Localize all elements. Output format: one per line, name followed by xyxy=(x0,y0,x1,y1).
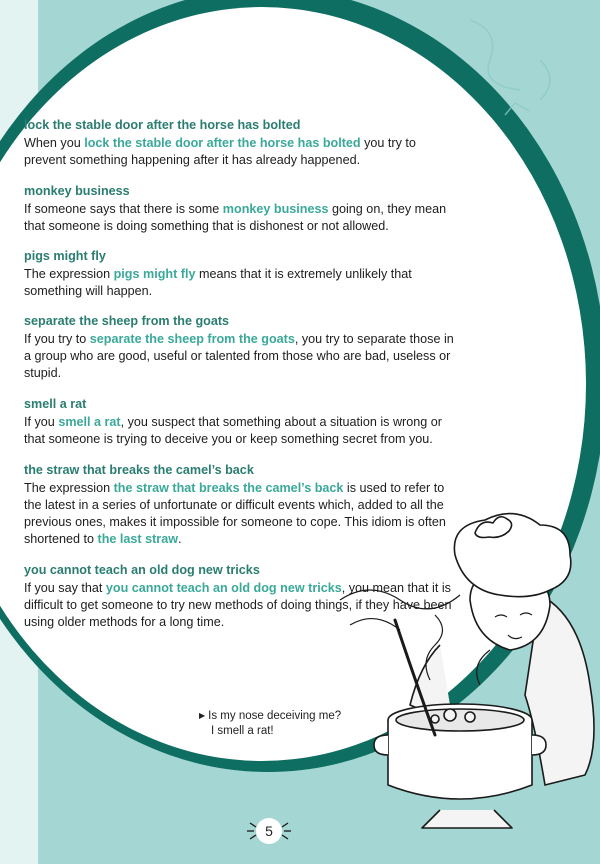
idiom-headword: separate the sheep from the goats xyxy=(24,314,230,328)
idiom-definition xyxy=(24,266,454,300)
idiom-headword: pigs might fly xyxy=(24,249,106,263)
idiom-entry xyxy=(24,313,454,382)
definition-text: When you xyxy=(24,136,85,150)
idiom-highlight: lock the stable door after the horse has bolted xyxy=(84,136,361,150)
idiom-highlight: monkey business xyxy=(222,202,329,216)
idiom-entry xyxy=(24,117,454,169)
definition-text: The expression xyxy=(24,481,114,495)
definition-text: , you mean that it is difficult to get someone to try new methods of doing things, if they have been using older methods for a long time. xyxy=(24,581,452,629)
definition-text: you try to prevent something happening after it has already happened. xyxy=(24,136,416,167)
idiom-highlight: separate the sheep from the goats xyxy=(89,332,295,346)
definition-text: If you xyxy=(24,415,59,429)
definition-text: , you suspect that something about a situation is wrong or that someone is trying to deceive you or keep something secret from you. xyxy=(24,415,442,446)
definition-text: If you try to xyxy=(24,332,90,346)
idiom-headword: you cannot teach an old dog new tricks xyxy=(24,563,260,577)
definition-text: going on, they mean that someone is doing something that is dishonest or not allowed. xyxy=(24,202,447,233)
definition-text: If someone says that there is some xyxy=(24,202,223,216)
idiom-headword: the straw that breaks the camel’s back xyxy=(24,463,254,477)
idiom-definition xyxy=(24,135,454,169)
idiom-entry xyxy=(24,183,454,235)
idiom-highlight: pigs might fly xyxy=(113,267,196,281)
idiom-highlight: the straw that breaks the camel’s back xyxy=(113,481,344,495)
idiom-headword: smell a rat xyxy=(24,397,87,411)
note-line-2: I smell a rat! xyxy=(211,725,274,737)
chef-illustration xyxy=(330,505,600,835)
definition-text: is used to refer to the latest in a series of unfortunate or difficult events which, added to all the previous ones, makes it impossible for someone to cope. This idiom is often shortened to xyxy=(24,481,446,546)
idiom-entry xyxy=(24,248,454,300)
idiom-headword: lock the stable door after the horse has bolted xyxy=(24,118,301,132)
definition-text: . xyxy=(178,532,182,546)
page-number: 5 xyxy=(256,818,282,844)
idiom-definition xyxy=(24,414,454,448)
idiom-highlight: you cannot teach an old dog new tricks xyxy=(105,581,342,595)
idiom-definition xyxy=(24,201,454,235)
idiom-highlight: smell a rat xyxy=(58,415,121,429)
triangle-bullet-icon: ▶ xyxy=(199,711,206,720)
definition-text: means that it is extremely unlikely that something will happen. xyxy=(24,267,412,298)
speech-note xyxy=(199,708,389,739)
idiom-definition xyxy=(24,331,454,382)
note-line-1: Is my nose deceiving me? xyxy=(208,710,342,722)
definition-text: The expression xyxy=(24,267,114,281)
idiom-headword: monkey business xyxy=(24,184,130,198)
idiom-highlight: the last straw xyxy=(97,532,179,546)
idiom-entry xyxy=(24,396,454,448)
definition-text: , you try to separate those in a group who are good, useful or talented from those who are bad, useless or stupid. xyxy=(24,332,454,380)
definition-text: If you say that xyxy=(24,581,106,595)
